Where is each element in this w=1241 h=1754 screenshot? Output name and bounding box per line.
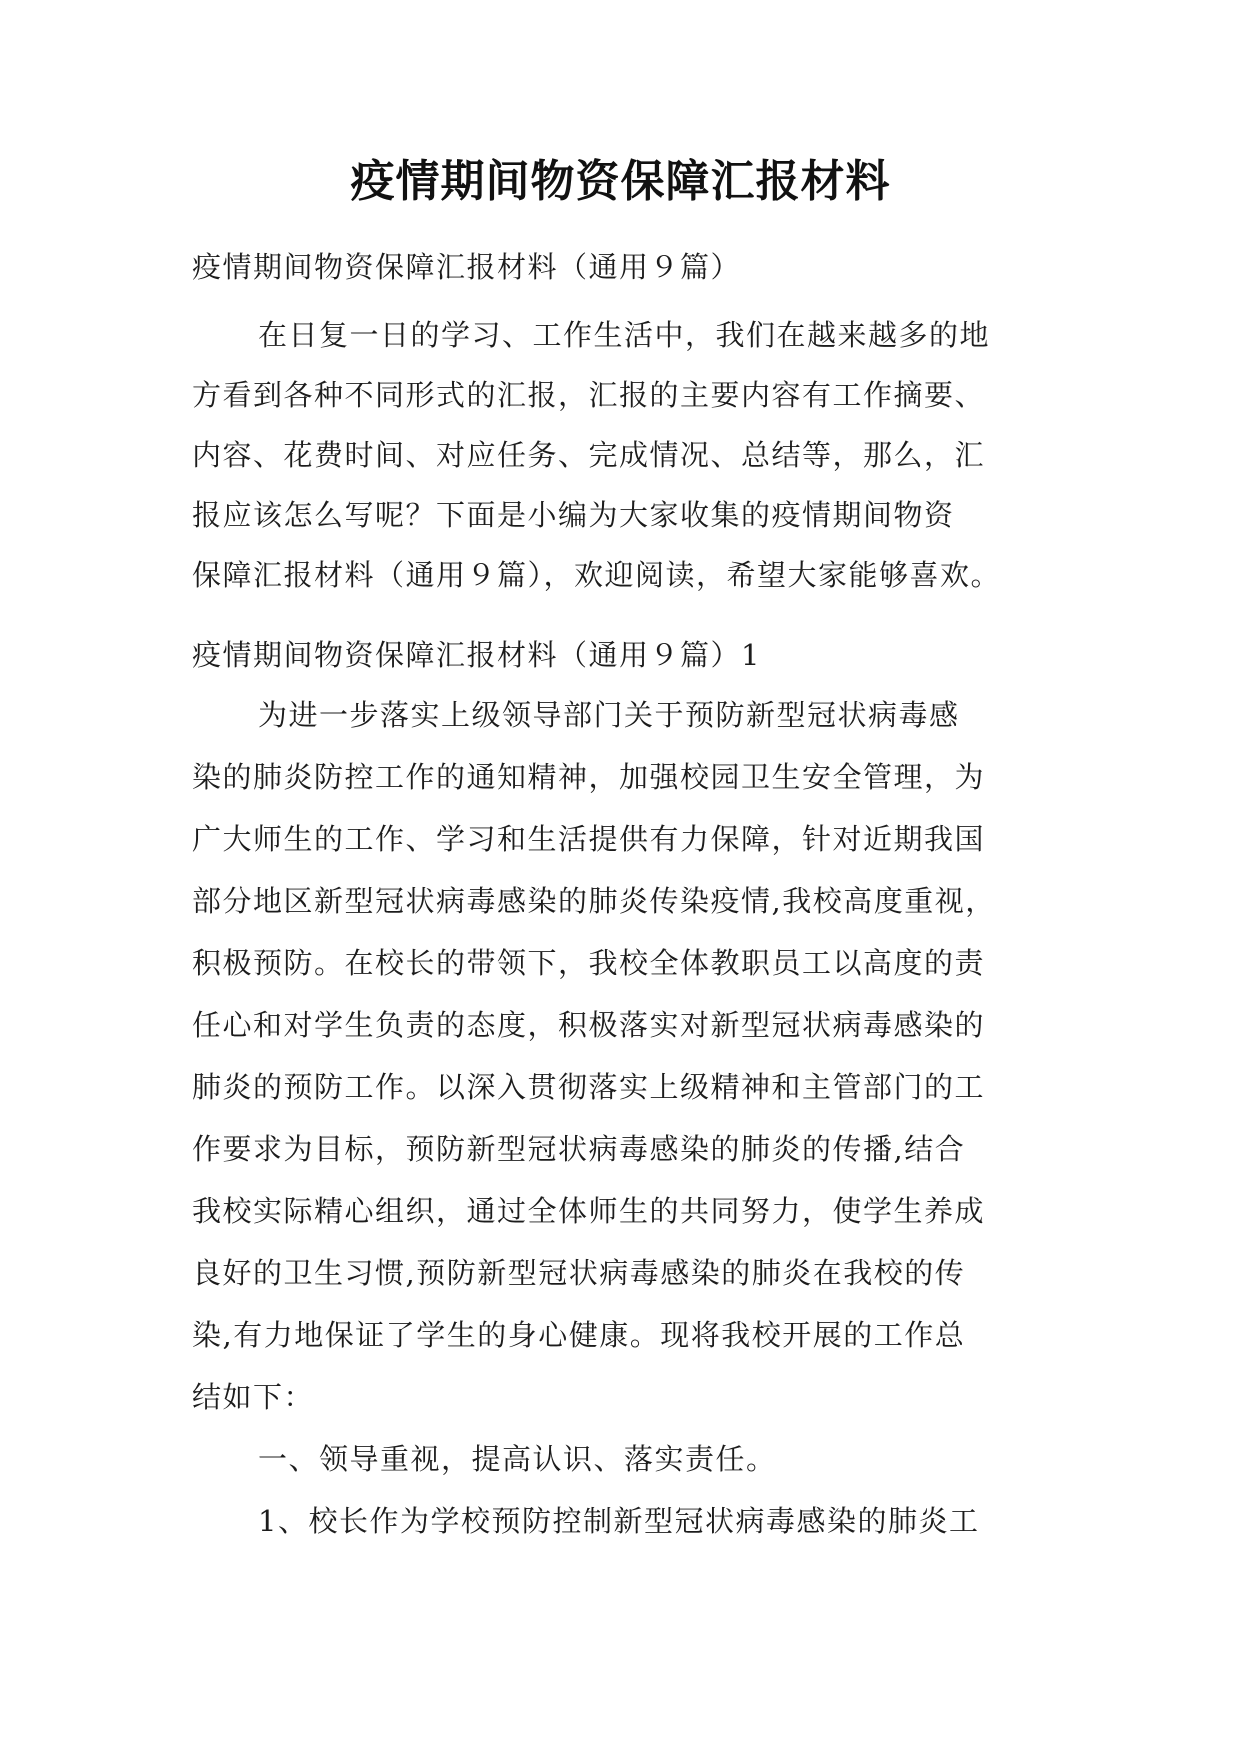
- body-line: 结如下：: [192, 1380, 315, 1414]
- document-subtitle: 疫情期间物资保障汇报材料（通用９篇）: [192, 250, 742, 284]
- document-title: 疫情期间物资保障汇报材料: [350, 156, 891, 207]
- body-line: 我校实际精心组织，通过全体师生的共同努力，使学生养成: [192, 1194, 986, 1228]
- body-line: 任心和对学生负责的态度，积极落实对新型冠状病毒感染的: [192, 1008, 986, 1042]
- intro-line: 保障汇报材料（通用９篇），欢迎阅读，希望大家能够喜欢。: [192, 558, 1002, 592]
- body-line: 作要求为目标，预防新型冠状病毒感染的肺炎的传播,结合: [192, 1132, 966, 1166]
- body-line: 部分地区新型冠状病毒感染的肺炎传染疫情,我校高度重视，: [192, 884, 996, 918]
- body-line: 广大师生的工作、学习和生活提供有力保障，针对近期我国: [192, 822, 986, 856]
- intro-line: 方看到各种不同形式的汇报，汇报的主要内容有工作摘要、: [192, 378, 986, 412]
- body-line: 良好的卫生习惯,预防新型冠状病毒感染的肺炎在我校的传: [192, 1256, 966, 1290]
- body-line: 积极预防。在校长的带领下，我校全体教职员工以高度的责: [192, 946, 986, 980]
- item-heading: 一、领导重视，提高认识、落实责任。: [258, 1442, 777, 1476]
- body-line: 为进一步落实上级领导部门关于预防新型冠状病毒感: [258, 698, 960, 732]
- intro-line: 报应该怎么写呢？下面是小编为大家收集的疫情期间物资: [192, 498, 955, 532]
- item-line: 1、校长作为学校预防控制新型冠状病毒感染的肺炎工: [258, 1504, 980, 1538]
- body-line: 肺炎的预防工作。以深入贯彻落实上级精神和主管部门的工: [192, 1070, 986, 1104]
- intro-line: 在日复一日的学习、工作生活中，我们在越来越多的地: [258, 318, 991, 352]
- section-heading: 疫情期间物资保障汇报材料（通用９篇）1: [192, 638, 761, 672]
- intro-line: 内容、花费时间、对应任务、完成情况、总结等，那么，汇: [192, 438, 986, 472]
- body-line: 染的肺炎防控工作的通知精神，加强校园卫生安全管理，为: [192, 760, 986, 794]
- body-line: 染,有力地保证了学生的身心健康。现将我校开展的工作总: [192, 1318, 966, 1352]
